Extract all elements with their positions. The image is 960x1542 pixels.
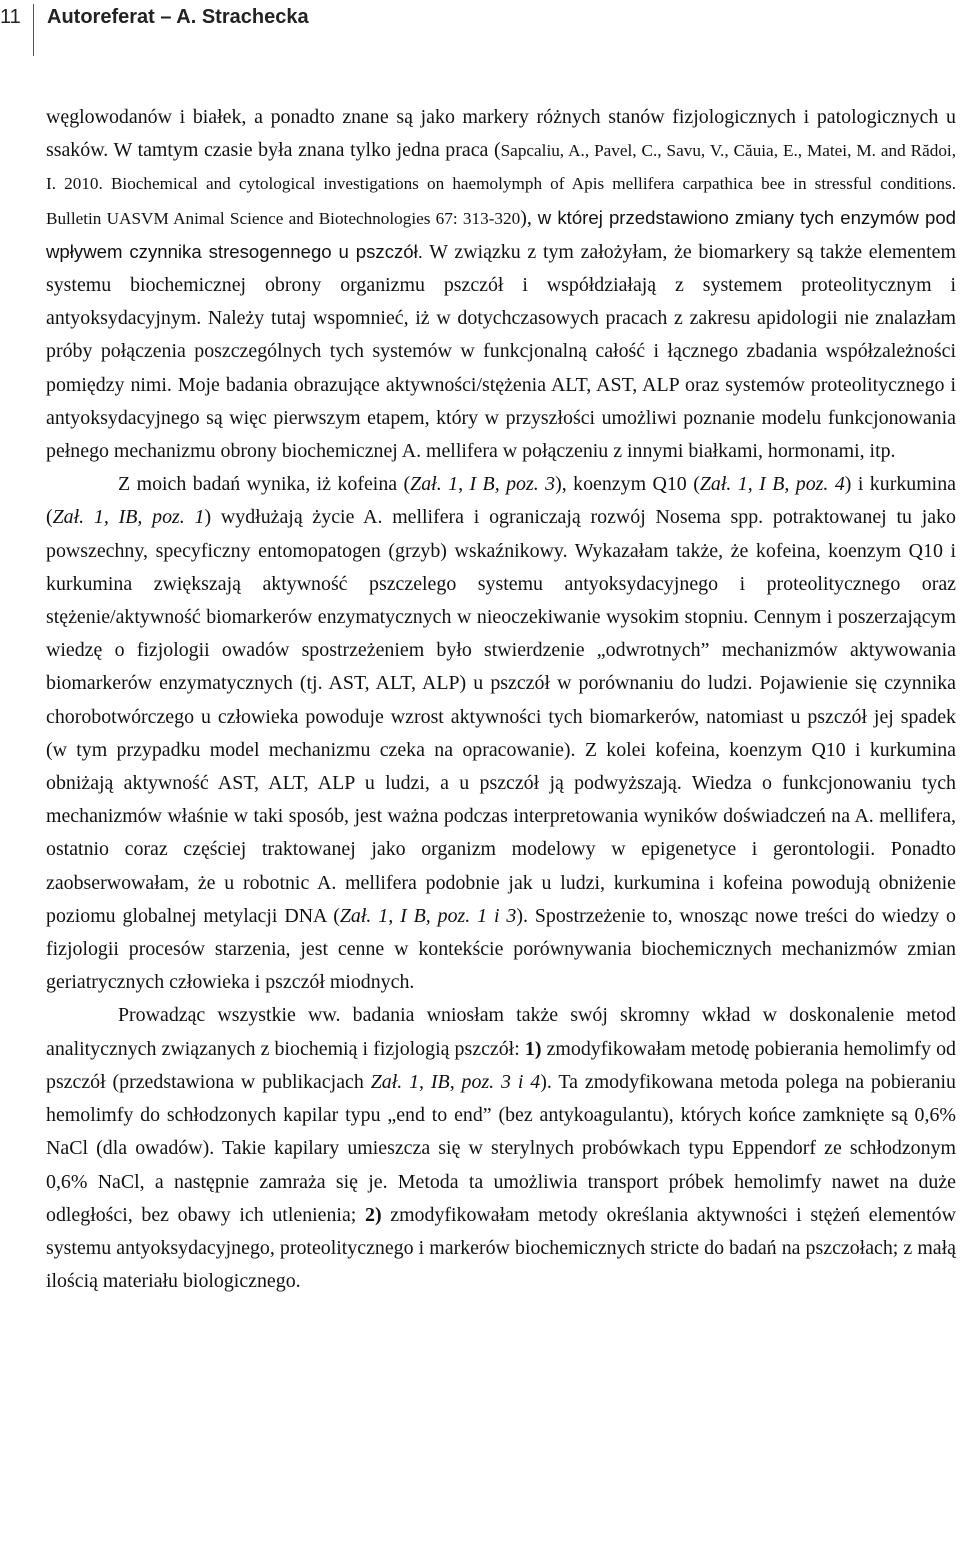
text-run: ). Spostrzeżenie to, wnosząc nowe treści do wiedzy o fizjologii procesów starzenia, jest cenne w kontekście porównywania biochemicznych mechanizmów zmian geriatrycznych człowieka i pszczół miodnych.	[46, 904, 956, 994]
text-run: 2)	[365, 1203, 382, 1226]
running-title: Autoreferat – A. Strachecka	[47, 6, 309, 28]
text-run: Z moich badań wynika, iż kofeina (	[118, 473, 411, 496]
text-run: Sapcaliu, A., Pavel, C., Savu, V., Căuia, E., Matei, M. and Rădoi, I. 2010. Biochemical and cytological investigations on haemolymph of Apis mellifera carpathica bee in stressful conditions. Bulletin UASVM Animal Science and Biotechnologies 67: 313-320	[46, 141, 957, 228]
text-run: Zał. 1, I B, poz. 3	[410, 473, 556, 496]
paragraph-2	[46, 468, 956, 999]
page-header	[0, 0, 960, 60]
text-run: zmodyfikowałam metodę pobierania hemolimfy od pszczół (przedstawiona w publikacjach	[46, 1037, 956, 1093]
text-run: Zał. 1, IB, poz. 3 i 4	[370, 1070, 541, 1093]
text-run: ) i kurkumina (	[46, 473, 956, 529]
text-run: ),	[520, 206, 538, 229]
text-run: Zał. 1, IB, poz. 1	[52, 506, 205, 529]
text-run: ) wydłużają życie A. mellifera i ograniczają rozwój Nosema spp. potraktowanej tu jako powszechny, specyficzny entomopatogen (grzyb) wskaźnikowy. Wykazałam także, że kofeina, koenzym Q10 i kurkumina zwiększają aktywność pszczelego systemu antyoksydacyjnego i proteolitycznego oraz stężenie/aktywność biomarkerów enzymatycznych w nieoczekiwanie wysokim stopniu. Cennym i poszerzającym wiedzę o fizjologii owadów spostrzeżeniem było stwierdzenie „odwrotnych” mechanizmów aktywowania biomarkerów enzymatycznych (tj. AST, ALT, ALP) u pszczół w porównaniu do ludzi. Pojawienie się czynnika chorobotwórczego u człowieka powoduje wzrost aktywności tych biomarkerów, natomiast u pszczół jej spadek (w tym przypadku model mechanizmu czeka na opracowanie). Z kolei kofeina, koenzym Q10 i kurkumina obniżają aktywność AST, ALT, ALP u ludzi, a u pszczół ją podwyższają. Wiedza o funkcjonowaniu tych mechanizmów właśnie w taki sposób, jest ważna podczas interpretowania wyników doświadczeń na A. mellifera, ostatnio coraz częściej traktowanej jako organizm modelowy w epigenetyce i gerontologii. Ponadto zaobserwowałam, że u robotnic A. mellifera podobnie jak u ludzi, kurkumina i kofeina powodują obniżenie poziomu globalnej metylacji DNA (	[46, 506, 956, 927]
text-run: Zał. 1, I B, poz. 4	[699, 473, 845, 496]
paragraph-1	[46, 101, 956, 468]
page-number: 11	[0, 6, 21, 28]
paragraph-3	[46, 999, 956, 1298]
text-run: Zał. 1, I B, poz. 1 i 3	[339, 904, 517, 927]
text-run: ). Ta zmodyfikowana metoda polega na pobieraniu hemolimfy do schłodzonych kapilar typu „end to end” (bez antykoagulantu), których końce zamknięte są 0,6% NaCl (dla owadów). Takie kapilary umieszcza się w sterylnych probówkach typu Eppendorf ze schłodzonym 0,6% NaCl, a następnie zamraża się je. Metoda ta umożliwia transport próbek hemolimfy nawet na duże odległości, bez obawy ich utlenienia;	[46, 1070, 956, 1226]
text-run: ), koenzym Q10 (	[555, 473, 700, 496]
body-text	[46, 101, 956, 1298]
text-run: zmodyfikowałam metody określania aktywności i stężeń elementów systemu antyoksydacyjnego, proteolitycznego i markerów biochemicznych stricte do badań na pszczołach; z małą ilością materiału biologicznego.	[46, 1203, 956, 1293]
header-divider	[33, 4, 34, 56]
text-run: W związku z tym założyłam, że biomarkery są także elementem systemu biochemicznej obrony organizmu pszczół i współdziałają z systemem proteolitycznym i antyoksydacyjnym. Należy tutaj wspomnieć, iż w dotychczasowych pracach z zakresu apidologii nie znalazłam próby połączenia poszczególnych tych systemów w funkcjonalną całość i łącznego zbadania współzależności pomiędzy nimi. Moje badania obrazujące aktywności/stężenia ALT, AST, ALP oraz systemów proteolitycznego i antyoksydacyjnego są więc pierwszym etapem, który w przyszłości umożliwi poznanie modelu funkcjonowania pełnego mechanizmu obrony biochemicznej A. mellifera w połączeniu z innymi białkami, hormonami, itp.	[46, 240, 956, 463]
text-run: Prowadząc wszystkie ww. badania wniosłam także swój skromny wkład w doskonalenie metod analitycznych związanych z biochemią i fizjologią pszczół:	[46, 1004, 956, 1060]
text-run: węglowodanów i białek, a ponadto znane są jako markery różnych stanów fizjologicznych i patologicznych u ssaków. W tamtym czasie była znana tylko jedna praca (	[46, 106, 956, 162]
text-run: 1)	[524, 1037, 542, 1060]
text-run: w której przedstawiono zmiany tych enzymów pod wpływem czynnika stresogennego u pszczół.	[46, 206, 957, 262]
